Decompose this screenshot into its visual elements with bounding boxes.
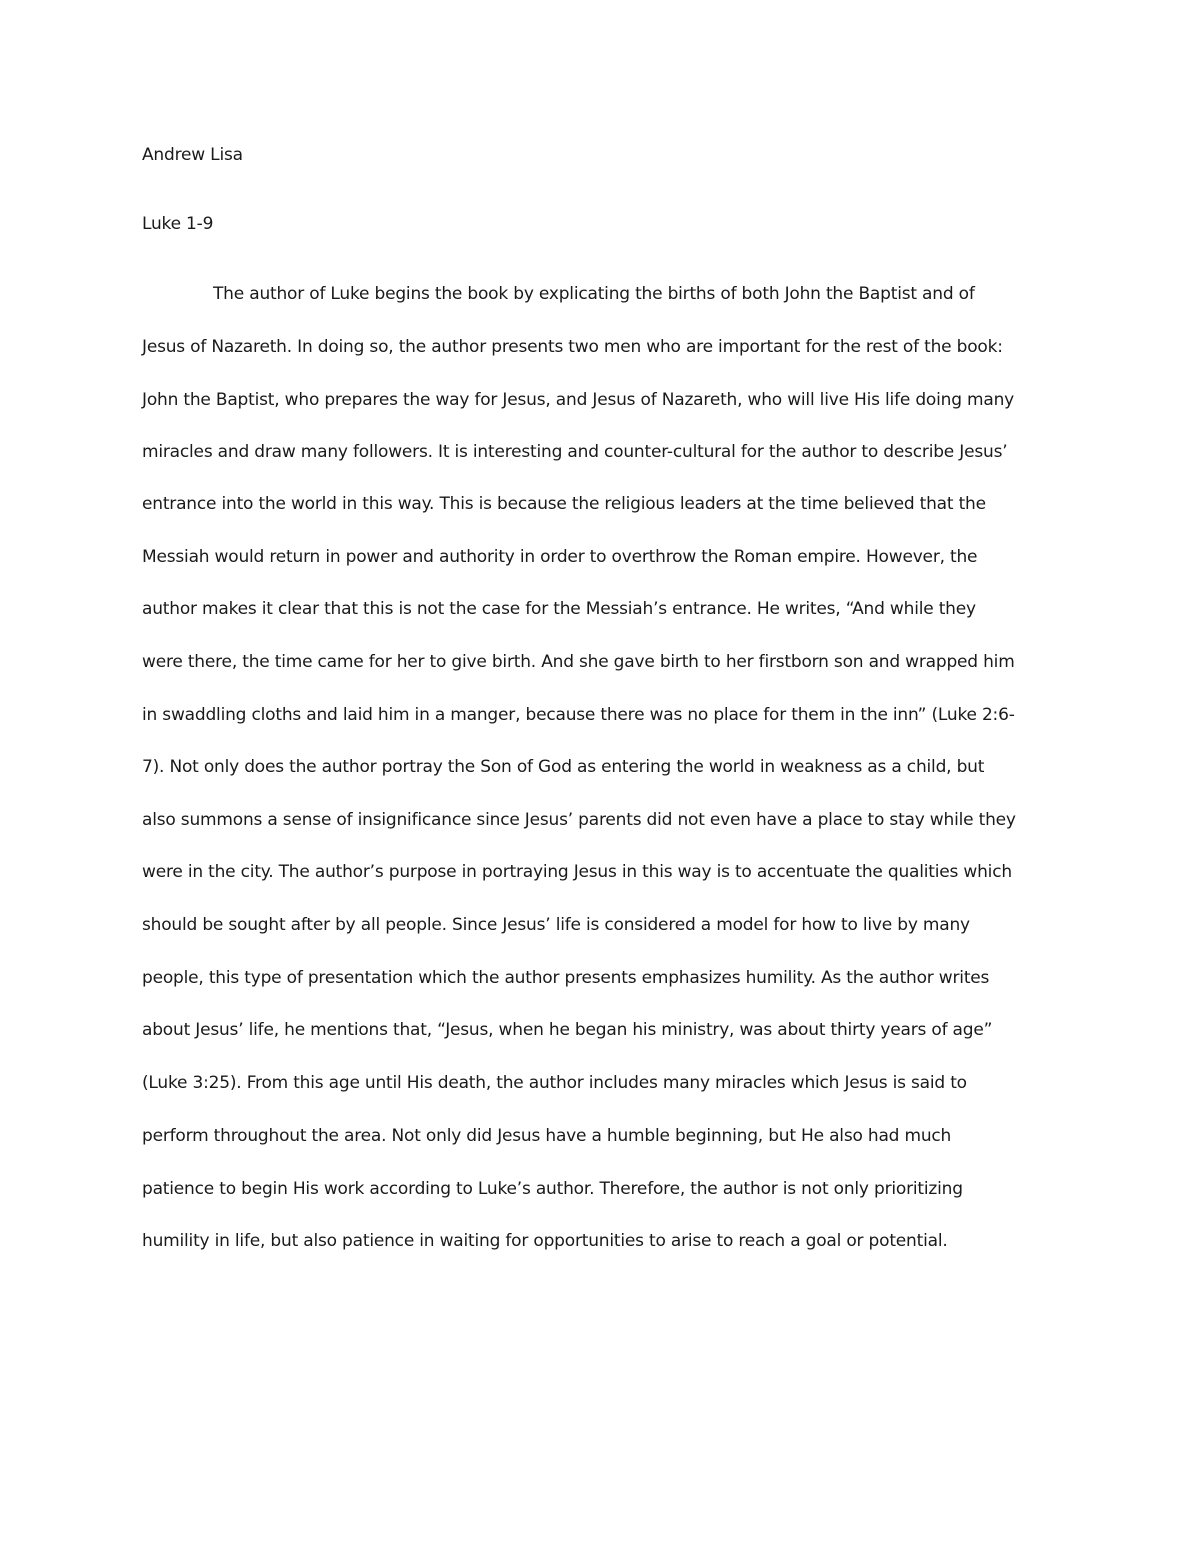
paragraph-line: people, this type of presentation which the author presents emphasizes humility. As the author writes	[142, 968, 990, 988]
paragraph-line: were in the city. The author’s purpose in portraying Jesus in this way is to accentuate the qualities which	[142, 862, 1012, 882]
paragraph-line: John the Baptist, who prepares the way for Jesus, and Jesus of Nazareth, who will live His life doing many	[142, 390, 1015, 410]
paragraph-line: humility in life, but also patience in waiting for opportunities to arise to reach a goal or potential.	[142, 1231, 948, 1251]
document-title: Luke 1-9	[142, 214, 214, 234]
paragraph-line: should be sought after by all people. Since Jesus’ life is considered a model for how to live by many	[142, 915, 970, 935]
author-name: Andrew Lisa	[142, 145, 243, 165]
paragraph-line: The author of Luke begins the book by explicating the births of both John the Baptist and of	[213, 284, 975, 304]
paragraph-line: 7). Not only does the author portray the Son of God as entering the world in weakness as a child, but	[142, 757, 985, 777]
paragraph-line: in swaddling cloths and laid him in a manger, because there was no place for them in the inn” (Luke 2:6-	[142, 705, 1015, 725]
paragraph-line: Jesus of Nazareth. In doing so, the author presents two men who are important for the rest of the book:	[142, 337, 1003, 357]
paragraph-line: patience to begin His work according to Luke’s author. Therefore, the author is not only prioritizing	[142, 1179, 963, 1199]
paragraph-line: Messiah would return in power and authority in order to overthrow the Roman empire. However, the	[142, 547, 978, 567]
paragraph-line: about Jesus’ life, he mentions that, “Jesus, when he began his ministry, was about thirty years of age”	[142, 1020, 993, 1040]
paragraph-line: also summons a sense of insignificance since Jesus’ parents did not even have a place to stay while they	[142, 810, 1016, 830]
paragraph-line: miracles and draw many followers. It is interesting and counter-cultural for the author to describe Jesus’	[142, 442, 1008, 462]
paragraph-line: author makes it clear that this is not the case for the Messiah’s entrance. He writes, “And while they	[142, 599, 976, 619]
paragraph-line: were there, the time came for her to give birth. And she gave birth to her firstborn son and wrapped him	[142, 652, 1015, 672]
paragraph-line: perform throughout the area. Not only did Jesus have a humble beginning, but He also had much	[142, 1126, 952, 1146]
paragraph-line: (Luke 3:25). From this age until His death, the author includes many miracles which Jesus is said to	[142, 1073, 967, 1093]
paragraph-line: entrance into the world in this way. This is because the religious leaders at the time believed that the	[142, 494, 986, 514]
